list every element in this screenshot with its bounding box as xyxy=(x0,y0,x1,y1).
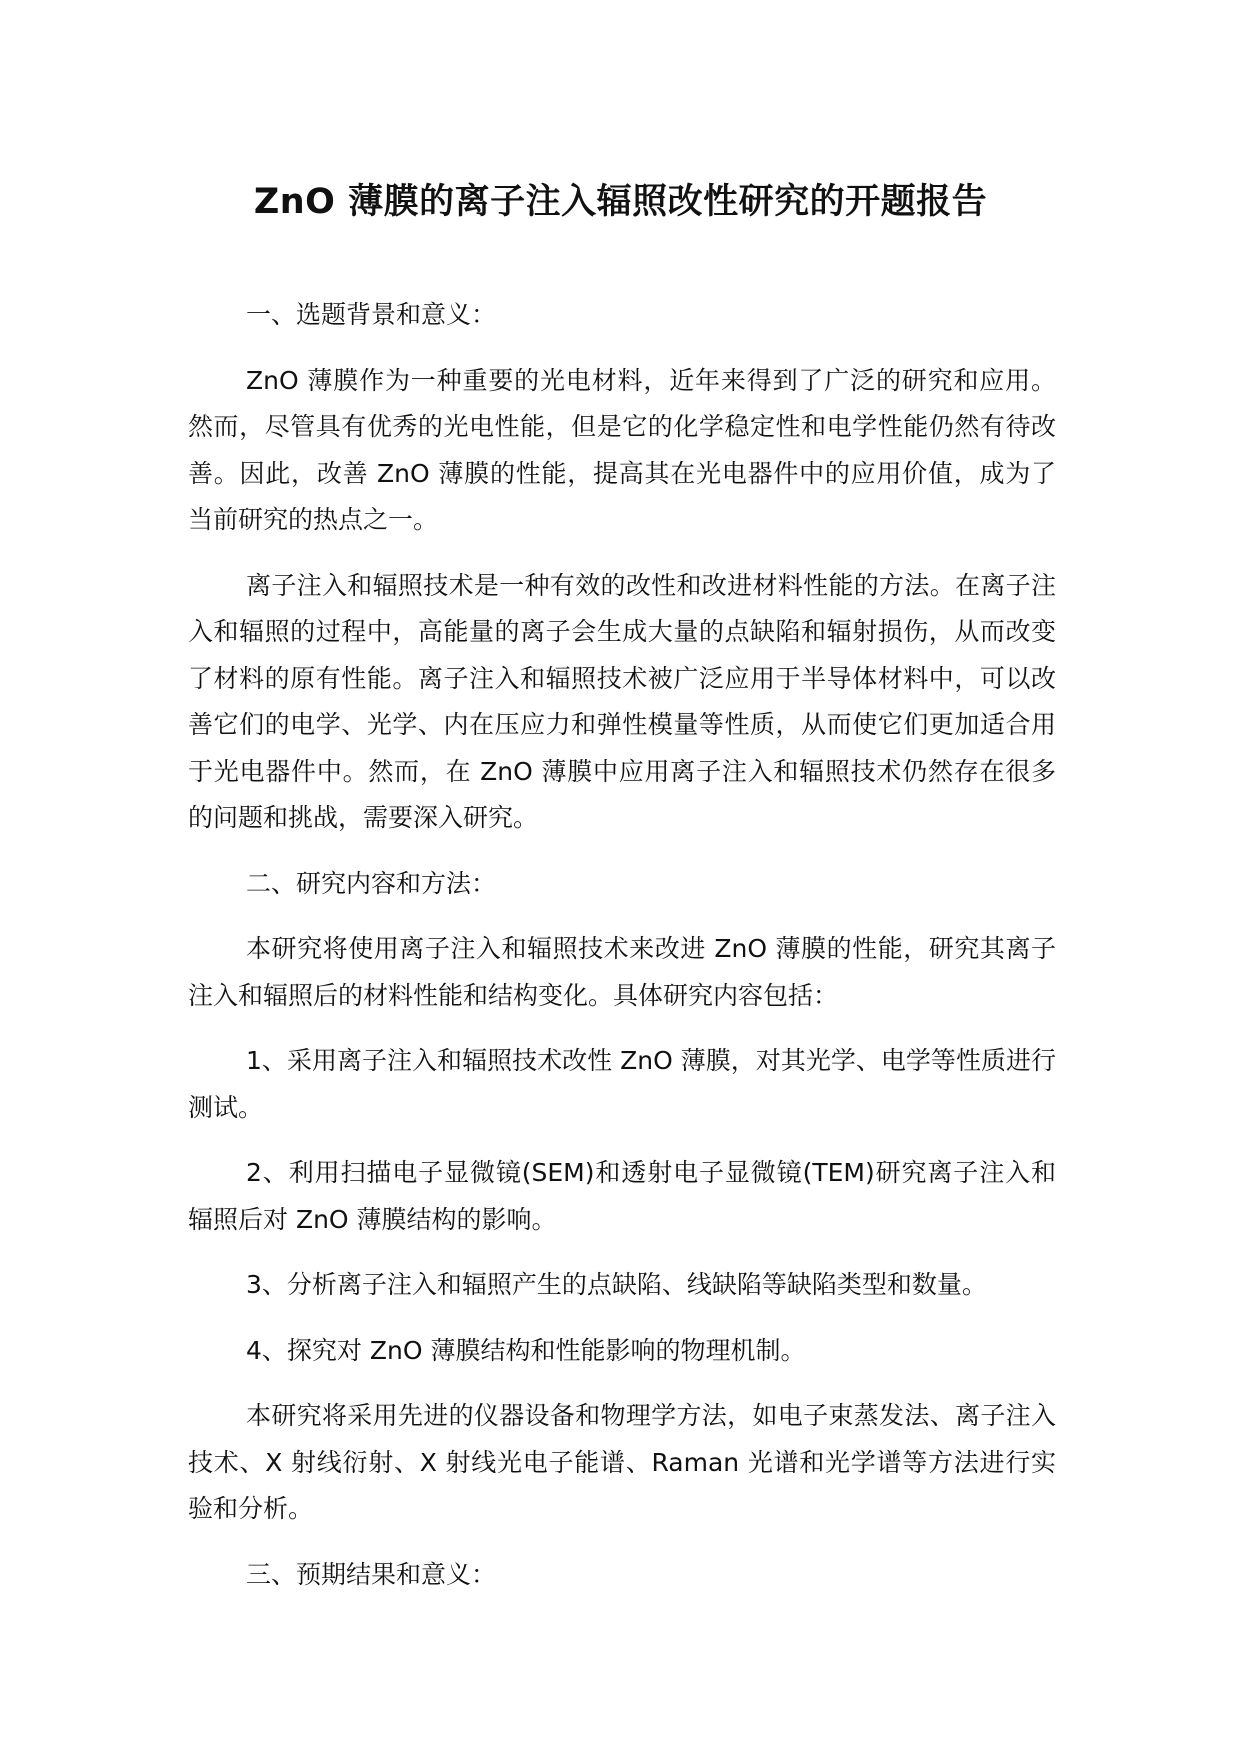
list-item-4: 4、探究对 ZnO 薄膜结构和性能影响的物理机制。 xyxy=(246,1335,806,1365)
list-item-1: 1、采用离子注入和辐照技术改性 ZnO 薄膜，对其光学、电学等性质进行测试。 xyxy=(188,1046,1056,1122)
section-heading-expected-results: 三、预期结果和意义： xyxy=(246,1559,497,1589)
paragraph-background-2: 离子注入和辐照技术是一种有效的改性和改进材料性能的方法。在离子注入和辐照的过程中，高能量的离子会生成大量的点缺陷和辐射损伤，从而改变了材料的原有性能。离子注入和辐照技术被广泛应用于半导体材料中，可以改善它们的电学、光学、内在压应力和弹性模量等性质，从而使它们更加适合用于光电器件中。然而，在 ZnO 薄膜中应用离子注入和辐照技术仍然存在很多的问题和挑战，需要深入研究。 xyxy=(188,570,1056,832)
document-body xyxy=(188,292,1056,1598)
section-heading-methods: 二、研究内容和方法： xyxy=(246,868,497,898)
section-heading-background: 一、选题背景和意义： xyxy=(246,300,497,329)
paragraph-background-1: ZnO 薄膜作为一种重要的光电材料，近年来得到了广泛的研究和应用。然而，尽管具有优秀的光电性能，但是它的化学稳定性和电学性能仍然有待改善。因此，改善 ZnO 薄膜的性能，提高其在光电器件中的应用价值，成为了当前研究的热点之一。 xyxy=(188,365,1056,534)
paragraph-methods-intro: 本研究将使用离子注入和辐照技术来改进 ZnO 薄膜的性能，研究其离子注入和辐照后的材料性能和结构变化。具体研究内容包括： xyxy=(188,934,1056,1010)
document-title: ZnO 薄膜的离子注入辐照改性研究的开题报告 xyxy=(253,182,988,222)
paragraph-methods-equipment: 本研究将采用先进的仪器设备和物理学方法，如电子束蒸发法、离子注入技术、X 射线衍射、X 射线光电子能谱、Raman 光谱和光学谱等方法进行实验和分析。 xyxy=(188,1401,1056,1523)
list-item-3: 3、分析离子注入和辐照产生的点缺陷、线缺陷等缺陷类型和数量。 xyxy=(246,1270,987,1299)
list-item-2: 2、利用扫描电子显微镜(SEM)和透射电子显微镜(TEM)研究离子注入和辐照后对 ZnO 薄膜结构的影响。 xyxy=(188,1158,1056,1234)
